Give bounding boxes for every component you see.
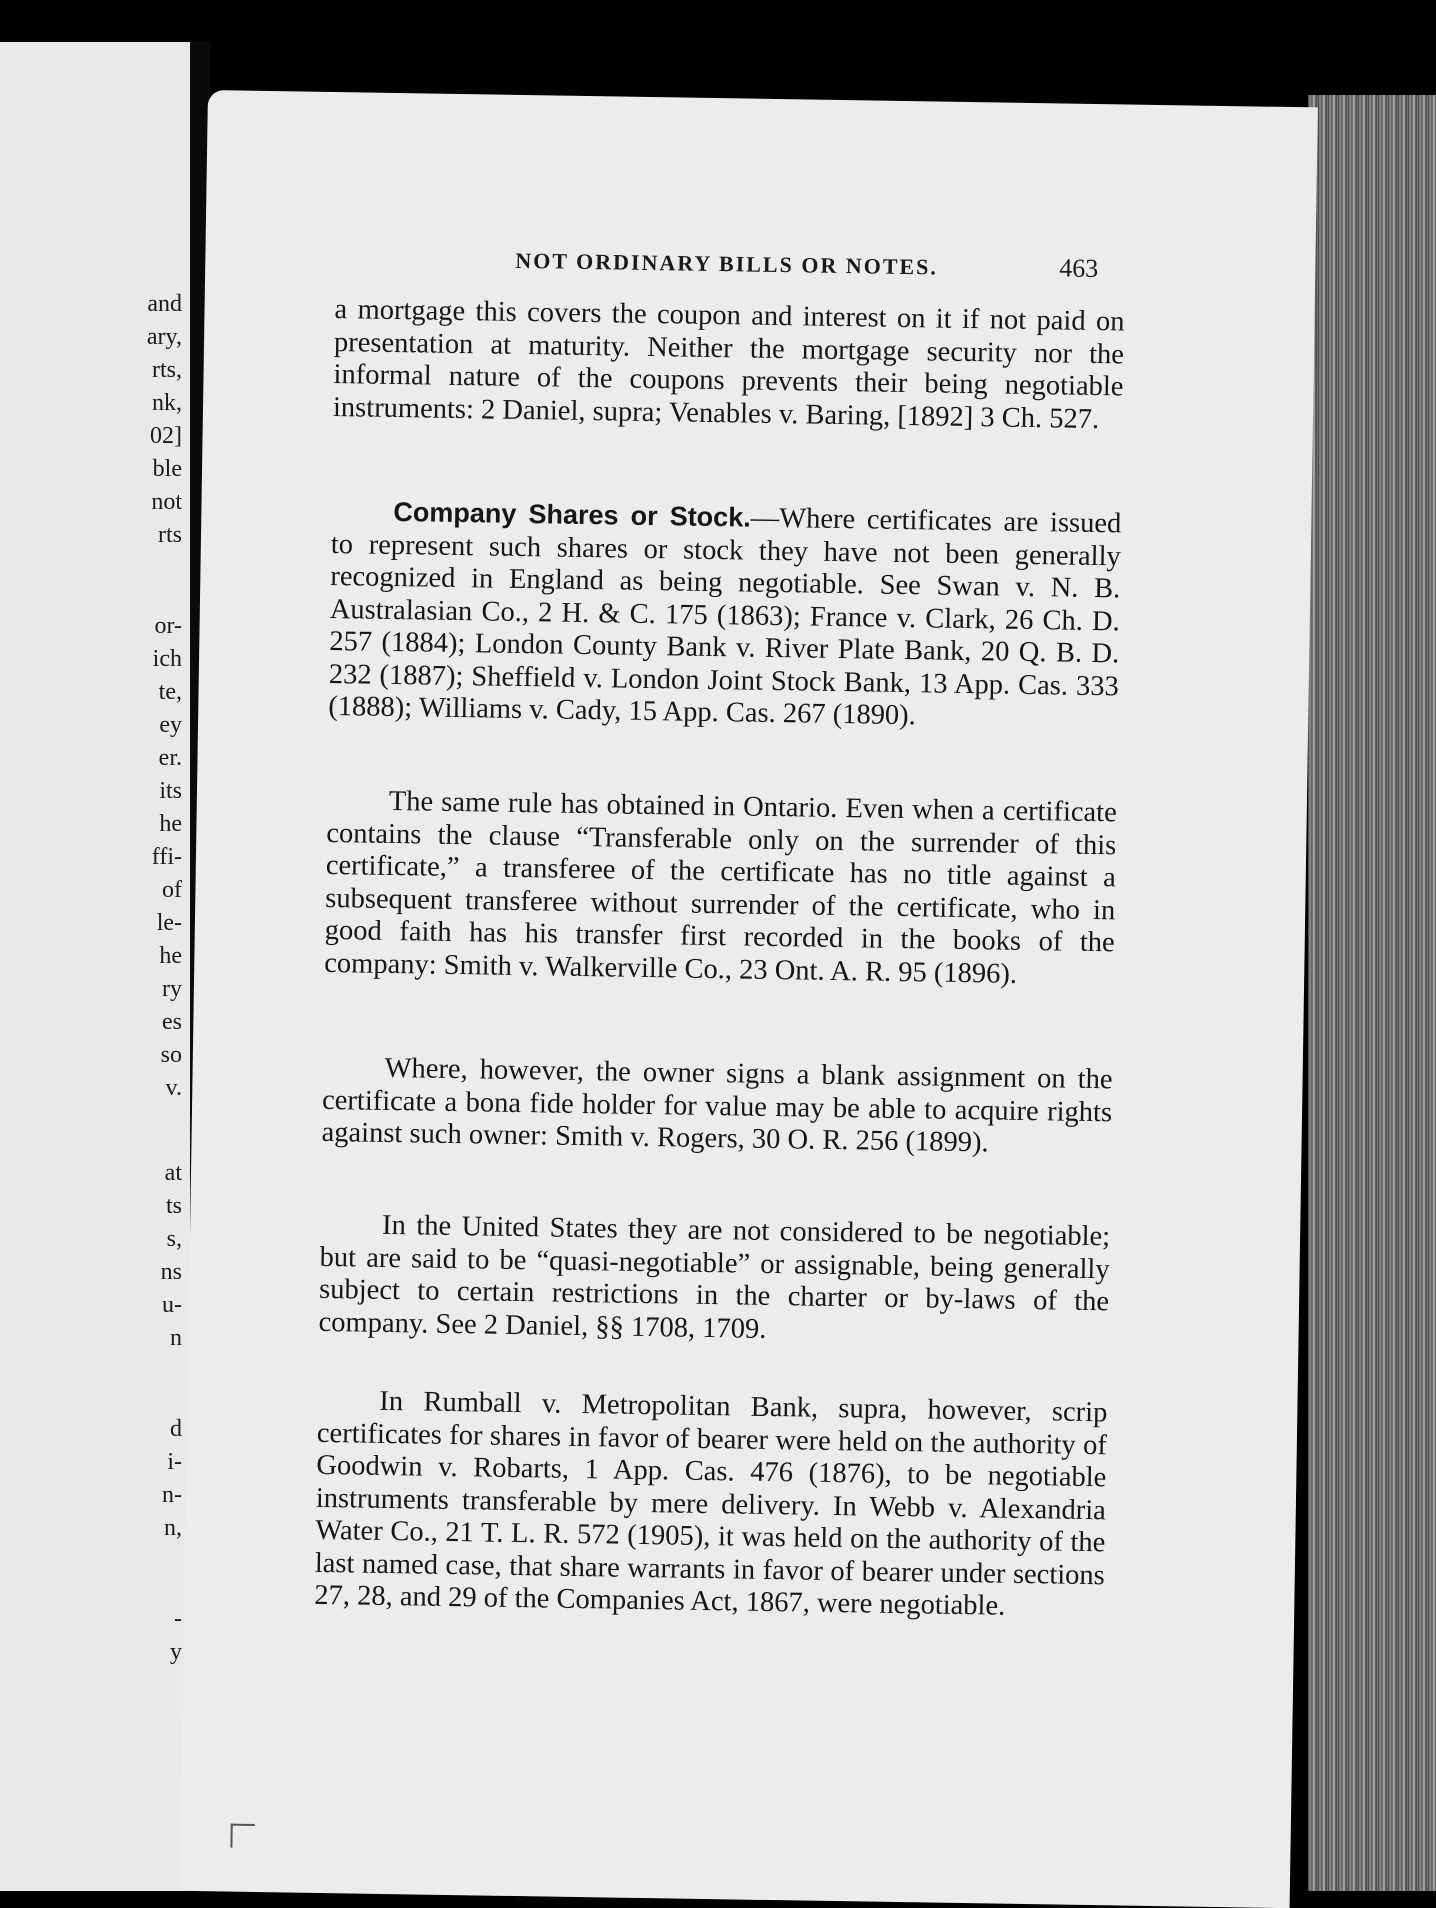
left-margin-text: ns	[160, 1259, 182, 1285]
left-margin-text: ey	[159, 712, 182, 738]
left-margin-text: ich	[152, 646, 182, 672]
page-edge-stack	[1308, 95, 1436, 1891]
left-margin-text: and	[147, 291, 182, 317]
left-margin-text: er.	[158, 745, 182, 771]
left-margin-text: ry	[162, 976, 182, 1002]
left-margin-text: so	[160, 1042, 182, 1068]
paragraph-company-shares	[328, 495, 1121, 736]
left-margin-text: he	[159, 943, 182, 969]
left-page	[0, 42, 190, 1891]
left-margin-text: nk,	[152, 390, 182, 416]
right-page	[180, 90, 1318, 1908]
paragraph-ontario-rule: The same rule has obtained in Ontario. Even when a certificate contains the clause “Transferable only on the surrender of this certificate,” a transferee of the certificate has no title against a subsequent transferee without surrender of the certificate, who in good faith has his transfer first recorded in the books of the company: Smith v. Walkerville Co., 23 Ont. A. R. 95 (1896).	[324, 785, 1118, 990]
left-margin-text: at	[164, 1160, 182, 1186]
left-margin-text: n	[170, 1325, 182, 1351]
left-margin-text: rts,	[152, 357, 182, 383]
paragraph-company-shares-text: —Where certificates are issued to represent such shares or stock they have not been generally recognized in England as being negotiable. See Swan v. N. B. Australasian Co., 2 H. & C. 175 (1863); France v. Clark, 26 Ch. D. 257 (1884); London County Bank v. River Plate Bank, 20 Q. B. D. 232 (1887); Sheffield v. London Joint Stock Bank, 13 App. Cas. 333 (1888); Williams v. Cady, 15 App. Cas. 267 (1890).	[328, 502, 1122, 732]
paragraph-rumball-bank: In Rumball v. Metropolitan Bank, supra, however, scrip certificates for shares in favor of bearer were held on the authority of Goodwin v. Robarts, 1 App. Cas. 476 (1876), to be negotiable instruments transferable by mere delivery. In Webb v. Alexandria Water Co., 21 T. L. R. 572 (1905), it was held on the authority of the last named case, that share warrants in favor of bearer under sections 27, 28, and 29 of the Companies Act, 1867, were negotiable.	[314, 1385, 1108, 1622]
left-margin-text: i-	[167, 1449, 182, 1475]
left-margin-text: ble	[152, 456, 182, 482]
corner-mark	[230, 1824, 254, 1848]
left-margin-text: ffi-	[151, 844, 182, 870]
left-margin-text: n-	[162, 1482, 182, 1508]
running-head: NOT ORDINARY BILLS OR NOTES.	[515, 247, 939, 280]
left-margin-text: of	[162, 877, 182, 903]
left-margin-text: y	[170, 1639, 182, 1665]
paragraph-mortgage-coupons: a mortgage this covers the coupon and interest on it if not paid on presentation at maturity. Neither the mortgage security nor the informal nature of the coupons prevents their being negotiable instruments: 2 Daniel, supra; Venables v. Baring, [1892] 3 Ch. 527.	[332, 294, 1125, 435]
left-margin-text: rts	[158, 522, 182, 548]
left-margin-text: he	[159, 811, 182, 837]
left-margin-text: s,	[166, 1226, 182, 1252]
section-heading: Company Shares or Stock.	[393, 496, 751, 533]
left-margin-text: n,	[164, 1515, 182, 1541]
left-margin-text: v.	[165, 1075, 182, 1101]
left-margin-text: d	[170, 1416, 182, 1442]
left-margin-text: ary,	[146, 324, 182, 350]
left-margin-text: ts	[165, 1193, 182, 1219]
left-margin-text: not	[151, 489, 182, 515]
left-margin-text: te,	[158, 679, 182, 705]
left-margin-text: its	[159, 778, 182, 804]
page-number: 463	[1059, 253, 1099, 284]
left-margin-text: es	[162, 1009, 182, 1035]
left-margin-text: 02]	[150, 423, 182, 449]
paragraph-united-states: In the United States they are not considered to be negotiable; but are said to be “quasi-negotiable” or assignable, being generally subject to certain restrictions in the charter or by-laws of the company. See 2 Daniel, §§ 1708, 1709.	[318, 1209, 1111, 1345]
left-margin-text: u-	[162, 1292, 182, 1318]
left-margin-text: le-	[156, 910, 182, 936]
left-margin-text: or-	[154, 613, 182, 639]
left-margin-text: -	[174, 1606, 182, 1632]
paragraph-blank-assignment: Where, however, the owner signs a blank assignment on the certificate a bona fide holder for value may be able to acquire rights against such owner: Smith v. Rogers, 30 O. R. 256 (1899).	[321, 1052, 1113, 1159]
